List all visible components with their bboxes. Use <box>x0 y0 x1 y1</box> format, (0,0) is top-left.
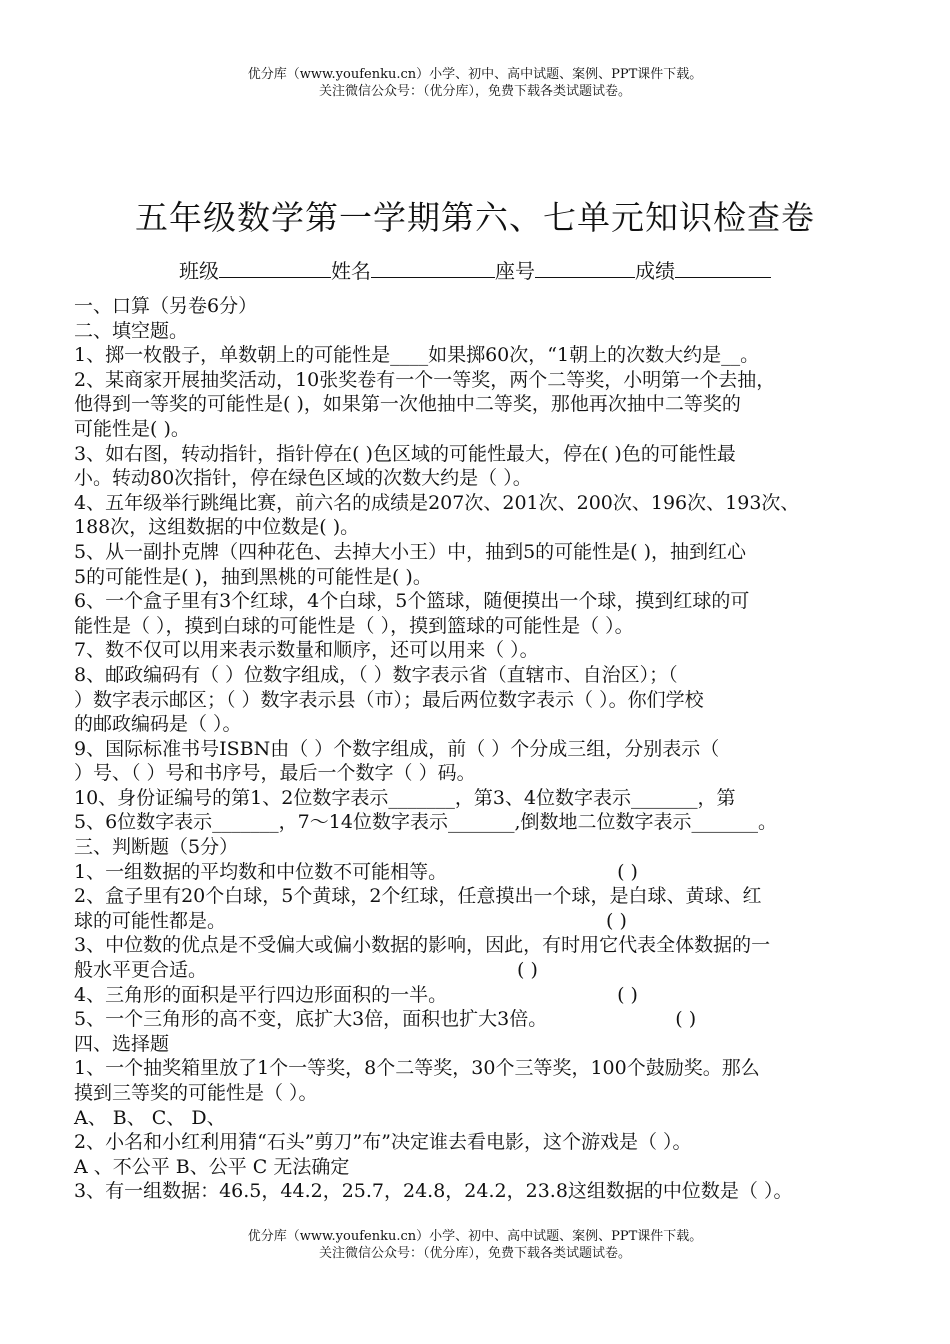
question-line: ）号、（ ）号和书序号，最后一个数字（ ）码。 <box>74 762 476 785</box>
question-line: 一、口算（另卷6分） <box>74 295 258 317</box>
judge-text: 3、中位数的优点是不受偏大或偏小数据的影响，因此，有时用它代表全体数据的一 <box>74 934 771 957</box>
question-line: 8、邮政编码有（ ）位数字组成，（ ）数字表示省（直辖市、自治区）；（ <box>74 663 678 686</box>
judge-text: 4、三角形的面积是平行四边形面积的一半。 <box>74 983 448 1006</box>
judge-text: 般水平更合适。 <box>74 959 208 982</box>
footer-line-2: 关注微信公众号：（优分库），免费下载各类试题试卷。 <box>318 1246 631 1261</box>
judge-line <box>74 860 894 885</box>
choice-line: 四、选择题 <box>74 1032 170 1055</box>
question-line: 10、身份证编号的第1、2位数字表示_______，第3、4位数字表示_______，第 <box>74 786 736 809</box>
score-blank[interactable] <box>675 255 771 278</box>
question-line: 可能性是( )。 <box>74 417 190 440</box>
class-blank[interactable] <box>219 255 331 278</box>
question-line: 5、6位数字表示_______，7～14位数字表示_______,倒数地二位数字表示_______。 <box>74 811 777 834</box>
question-line: 5的可能性是( )，抽到黑桃的可能性是( )。 <box>74 565 432 588</box>
judge-text: 球的可能性都是。 <box>74 909 227 932</box>
judge-line <box>74 983 894 1008</box>
question-line: 6、一个盒子里有3个红球，4个白球，5个篮球，随便摸出一个球，摸到红球的可 <box>74 590 750 613</box>
judge-line <box>74 1007 894 1032</box>
question-line: 二、填空题。 <box>74 319 189 342</box>
page-title: 五年级数学第一学期第六、七单元知识检查卷 <box>135 198 815 237</box>
question-line: 他得到一等奖的可能性是( )，如果第一次他抽中二等奖，那他再次抽中二等奖的 <box>74 393 741 416</box>
judge-text: 5、一个三角形的高不变，底扩大3倍，面积也扩大3倍。 <box>74 1008 548 1031</box>
true-false-section <box>74 860 894 1032</box>
choice-line: 2、小名和小红利用猜“石头”剪刀”布”决定谁去看电影，这个游戏是（ ）。 <box>74 1131 692 1154</box>
choice-line: A、 B、 C、 D、 <box>74 1106 226 1129</box>
question-line: 小。转动80次指针，停在绿色区域的次数大约是（ ）。 <box>74 467 532 490</box>
page-header <box>0 66 950 100</box>
judge-line <box>74 884 894 909</box>
choice-line: A 、不公平 B、公平 C 无法确定 <box>74 1155 350 1178</box>
answer-bracket[interactable]: ( ) <box>617 983 638 1006</box>
question-line: 三、判断题（5分） <box>74 836 239 859</box>
question-line: 2、某商家开展抽奖活动，10张奖卷有一个一等奖，两个二等奖，小明第一个去抽， <box>74 368 776 391</box>
judge-line <box>74 909 894 934</box>
judge-line <box>74 958 894 983</box>
question-line: 能性是（ ），摸到白球的可能性是（ ），摸到篮球的可能性是（ ）。 <box>74 614 634 637</box>
fill-blank-section <box>74 294 894 860</box>
choice-line: 摸到三等奖的可能性是（ ）。 <box>74 1082 318 1104</box>
question-line: 5、从一副扑克牌（四种花色、去掉大小王）中，抽到5的可能性是( )，抽到红心 <box>74 540 747 563</box>
class-label: 班级 <box>179 259 219 283</box>
seat-label: 座号 <box>495 259 535 283</box>
multiple-choice-section <box>74 1032 894 1204</box>
question-line: 3、如右图，转动指针，指针停在( )色区域的可能性最大，停在( )色的可能性最 <box>74 442 736 465</box>
question-line: 的邮政编码是（ ）。 <box>74 713 242 736</box>
student-info-row <box>0 255 950 284</box>
choice-line: 3、有一组数据：46.5，44.2，25.7，24.8，24.2，23.8这组数据的中位数是（ ）。 <box>74 1180 793 1203</box>
answer-bracket[interactable]: ( ) <box>606 909 627 932</box>
header-line-1: 优分库（www.youfenku.cn）小学、初中、高中试题、案例、PPT课件下载。 <box>247 67 703 82</box>
question-line: 188次，这组数据的中位数是( )。 <box>74 516 360 539</box>
question-line: 4、五年级举行跳绳比赛，前六名的成绩是207次、201次、200次、196次、193次、 <box>74 491 800 514</box>
page-footer <box>0 1228 950 1262</box>
judge-text: 1、一组数据的平均数和中位数不可能相等。 <box>74 860 448 883</box>
answer-bracket[interactable]: ( ) <box>517 959 538 982</box>
question-line: 7、数不仅可以用来表示数量和顺序，还可以用来（ ）。 <box>74 639 539 662</box>
question-line: 1、掷一枚骰子，单数朝上的可能性是____如果掷60次，“1朝上的次数大约是__。 <box>74 344 760 367</box>
exam-body <box>74 294 894 1204</box>
header-line-2: 关注微信公众号：（优分库），免费下载各类试题试卷。 <box>318 84 631 99</box>
question-line: ）数字表示邮区；（ ）数字表示县（市）；最后两位数字表示（ ）。你们学校 <box>74 688 704 711</box>
answer-bracket[interactable]: ( ) <box>617 860 638 883</box>
name-blank[interactable] <box>371 255 495 278</box>
judge-line <box>74 933 894 958</box>
choice-line: 1、一个抽奖箱里放了1个一等奖，8个二等奖，30个三等奖，100个鼓励奖。那么 <box>74 1057 760 1080</box>
seat-blank[interactable] <box>535 255 635 278</box>
score-label: 成绩 <box>635 259 675 283</box>
judge-text: 2、盒子里有20个白球，5个黄球，2个红球，任意摸出一个球，是白球、黄球、红 <box>74 885 762 908</box>
name-label: 姓名 <box>331 259 371 283</box>
footer-line-1: 优分库（www.youfenku.cn）小学、初中、高中试题、案例、PPT课件下载。 <box>247 1229 703 1244</box>
question-line: 9、国际标准书号ISBN由（ ）个数字组成，前（ ）个分成三组，分别表示（ <box>74 737 720 760</box>
answer-bracket[interactable]: ( ) <box>675 1008 697 1031</box>
